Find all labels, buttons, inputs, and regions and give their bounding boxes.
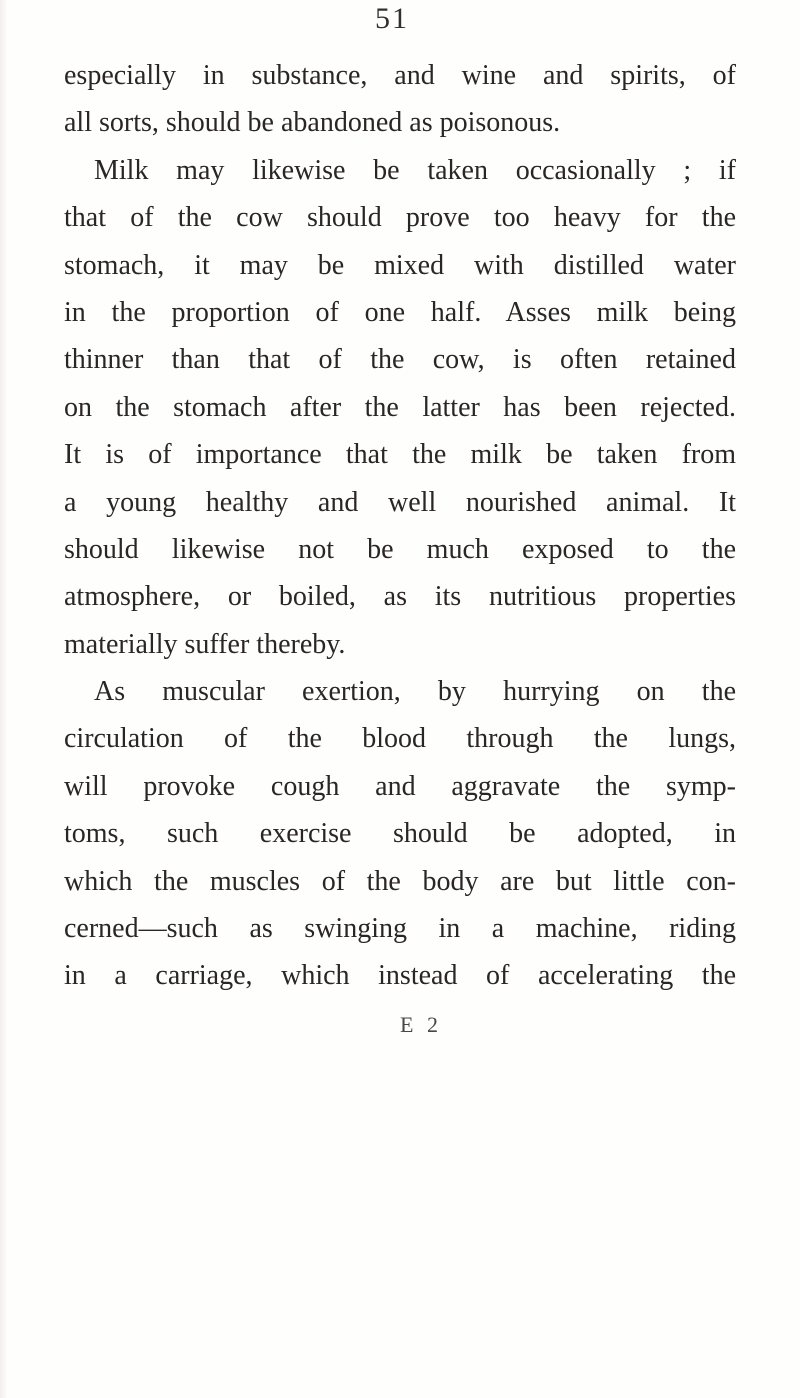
text-line: will provoke cough and aggravate the symp- — [64, 770, 736, 802]
text-line: Milk may likewise be taken occasionally ; if — [94, 154, 736, 186]
text-line: in a carriage, which instead of accelerating the — [64, 960, 736, 992]
signature-mark: E 2 — [400, 1012, 442, 1037]
text-line: cerned—such as swinging in a machine, riding — [64, 913, 736, 945]
text-line: should likewise not be much exposed to the — [64, 533, 736, 565]
text-line: that of the cow should prove too heavy for the — [64, 202, 736, 234]
page-number: 51 — [375, 2, 409, 35]
page-gutter-edge — [0, 0, 6, 1398]
text-line: thinner than that of the cow, is often retained — [64, 344, 736, 376]
text-line: especially in substance, and wine and spirits, of — [64, 60, 736, 91]
body-text — [64, 52, 736, 1000]
text-line: a young healthy and well nourished animal. It — [64, 486, 736, 518]
text-line: atmosphere, or boiled, as its nutritious properties — [64, 581, 736, 613]
text-line: It is of importance that the milk be taken from — [64, 439, 736, 471]
text-line: all sorts, should be abandoned as poisonous. — [64, 107, 561, 139]
text-line: in the proportion of one half. Asses milk being — [64, 296, 736, 328]
text-line: toms, such exercise should be adopted, in — [64, 818, 736, 850]
text-line: on the stomach after the latter has been rejected. — [64, 391, 736, 423]
text-line: stomach, it may be mixed with distilled water — [64, 249, 736, 281]
text-line: circulation of the blood through the lungs, — [64, 723, 736, 755]
text-line: As muscular exertion, by hurrying on the — [94, 676, 736, 708]
text-line: materially suffer thereby. — [64, 628, 346, 660]
text-line: which the muscles of the body are but little con- — [64, 865, 736, 897]
